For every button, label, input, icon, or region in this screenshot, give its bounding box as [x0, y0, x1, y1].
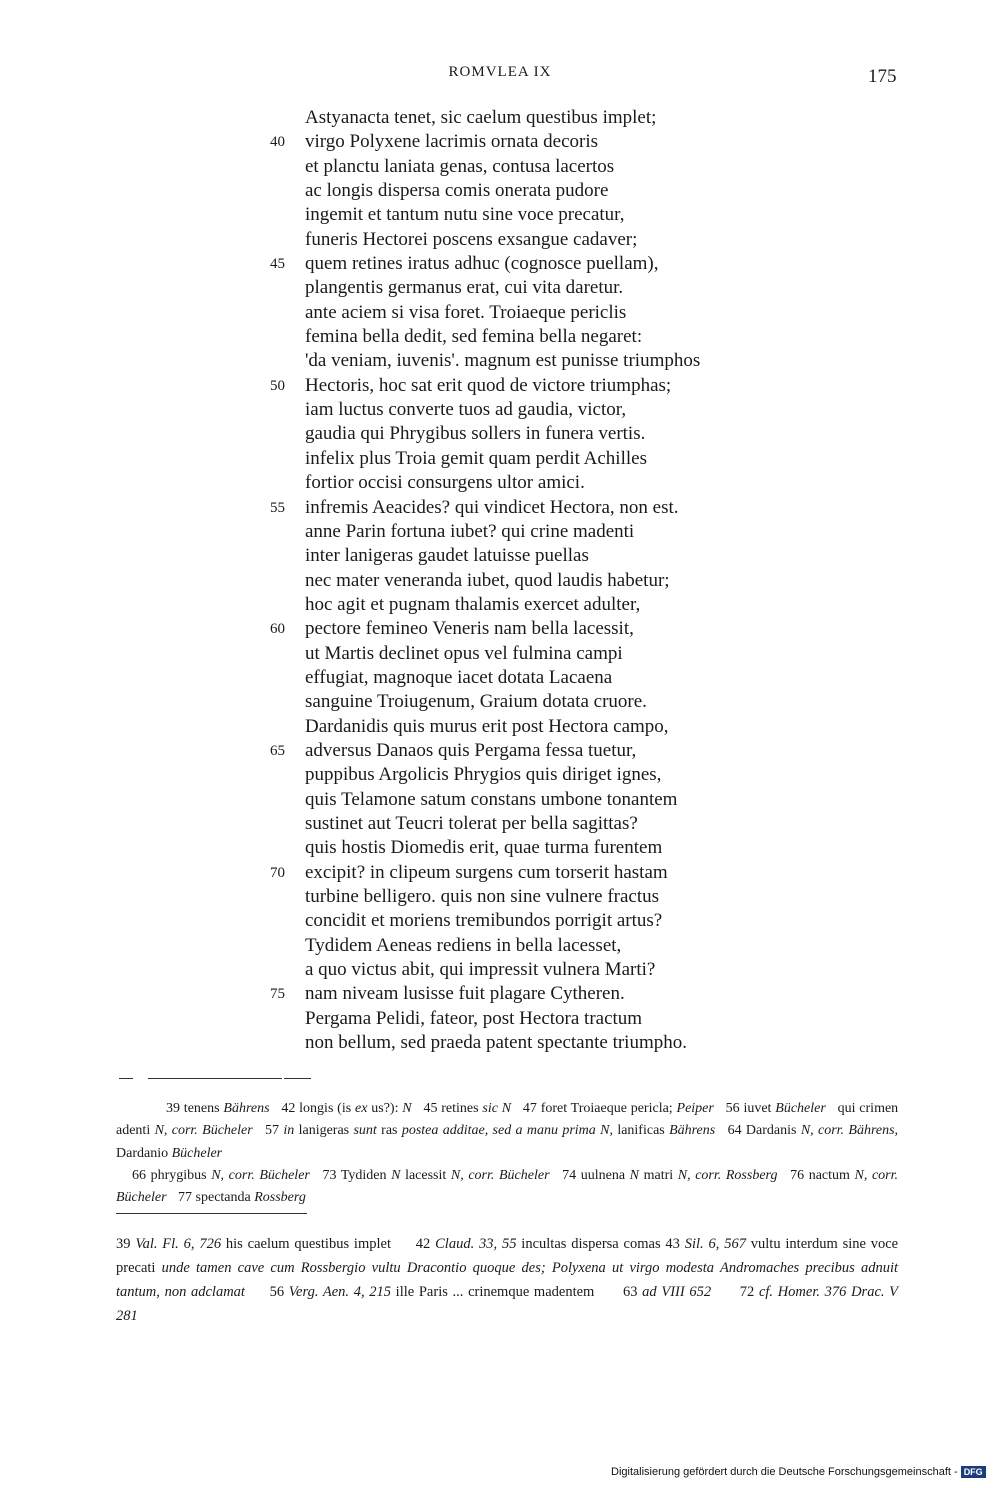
- digitization-footer: [611, 1466, 986, 1478]
- apparatus-note: N: [629, 1167, 640, 1183]
- verse-text: puppibus Argolicis Phrygios quis diriget ignes,: [305, 764, 662, 786]
- verse-line: [0, 715, 1000, 739]
- verse-line: [0, 763, 1000, 787]
- apparatus-note: Bährens: [669, 1123, 716, 1139]
- verse-line: [0, 130, 1000, 154]
- source-entry: incultas dispersa comas: [521, 1236, 661, 1252]
- source-ref: Verg. Aen. 4, 215: [288, 1284, 391, 1300]
- verse-line: [0, 569, 1000, 593]
- verse-text: virgo Polyxene lacrimis ornata decoris: [305, 131, 599, 153]
- source-entry: his caelum questibus implet: [225, 1236, 391, 1252]
- verse-line: [0, 958, 1000, 982]
- verse-line: [0, 228, 1000, 252]
- sources-separator-rule: [116, 1213, 307, 1214]
- verse-line: [0, 276, 1000, 300]
- apparatus-note: Bährens: [223, 1101, 270, 1116]
- apparatus-note: N, corr. Bücheler: [154, 1123, 253, 1139]
- verse-line: [0, 544, 1000, 568]
- apparatus-separator-rule-dash-right: [284, 1078, 311, 1079]
- verse-text: iam luctus converte tuos ad gaudia, victor,: [305, 399, 627, 421]
- source-entry: 42: [415, 1236, 431, 1252]
- verse-line: [0, 447, 1000, 471]
- apparatus-entry: Dardanio: [116, 1145, 169, 1161]
- apparatus-note: N: [402, 1101, 412, 1116]
- verse-line: [0, 909, 1000, 933]
- apparatus-note: N, corr. Bücheler: [116, 1167, 899, 1206]
- verse-line: [0, 374, 1000, 398]
- apparatus-entry: qui crimen adenti: [116, 1101, 899, 1139]
- verse-line: [0, 861, 1000, 885]
- apparatus-entry: 42 longis (is: [281, 1101, 352, 1116]
- verse-line: [0, 301, 1000, 325]
- verse-text: non bellum, sed praeda patent spectante triumpho.: [305, 1032, 687, 1054]
- line-number: 65: [270, 742, 285, 759]
- verse-line: [0, 666, 1000, 690]
- critical-apparatus: [116, 1098, 898, 1209]
- verse-line: [0, 106, 1000, 130]
- verse-line: [0, 252, 1000, 276]
- apparatus-note: in: [283, 1123, 295, 1139]
- source-ref: cf. Homer. 376 Drac. V 281: [116, 1284, 899, 1324]
- source-entry: ille Paris ... crinemque madentem: [395, 1284, 595, 1300]
- page-header-title: ROMVLEA IX: [448, 64, 552, 80]
- apparatus-entry: 77 spectanda: [178, 1190, 251, 1206]
- verse-text: effugiat, magnoque iacet dotata Lacaena: [305, 666, 613, 688]
- line-number: 40: [270, 134, 285, 151]
- apparatus-note: sic N: [482, 1101, 512, 1116]
- verse-text: quis Telamone satum constans umbone tonantem: [305, 788, 678, 810]
- source-ref: Sil. 6, 567: [684, 1236, 746, 1252]
- apparatus-entry: 73 Tydiden: [322, 1167, 387, 1183]
- verse-line: [0, 982, 1000, 1006]
- line-number: 45: [270, 256, 285, 273]
- verse-text: Hectoris, hoc sat erit quod de victore triumphas;: [305, 374, 672, 396]
- verse-line: [0, 739, 1000, 763]
- line-number: 70: [270, 864, 285, 881]
- verse-text: nec mater veneranda iubet, quod laudis habetur;: [305, 569, 670, 591]
- dfg-logo: DFG: [961, 1466, 986, 1478]
- source-ref: Claud. 33, 55: [435, 1236, 517, 1252]
- verse-text: pectore femineo Veneris nam bella lacessit,: [305, 618, 634, 640]
- line-number: 50: [270, 377, 285, 394]
- apparatus-entry: 56 iuvet: [725, 1101, 772, 1116]
- verse-text: ante aciem si visa foret. Troiaeque periclis: [305, 301, 627, 323]
- verse-text: inter lanigeras gaudet latuisse puellas: [305, 545, 589, 567]
- verse-text: Tydidem Aeneas rediens in bella lacesset,: [305, 934, 622, 956]
- apparatus-note: N: [391, 1167, 401, 1183]
- source-ref: ad VIII 652: [642, 1284, 712, 1300]
- apparatus-entry: 57: [265, 1123, 280, 1139]
- verse-text: a quo victus abit, qui impressit vulnera Marti?: [305, 959, 656, 981]
- verse-text: infelix plus Troia gemit quam perdit Achilles: [305, 447, 647, 469]
- verse-text: anne Parin fortuna iubet? qui crine madenti: [305, 520, 635, 542]
- apparatus-entry: lanigeras: [298, 1123, 350, 1139]
- verse-line: [0, 836, 1000, 860]
- verse-text: 'da veniam, iuvenis'. magnum est punisse triumphos: [305, 350, 701, 372]
- verse-text: femina bella dedit, sed femina bella negaret:: [305, 326, 643, 348]
- apparatus-separator-rule-dash-left: [119, 1078, 133, 1079]
- verse-line: [0, 398, 1000, 422]
- verse-text: Pergama Pelidi, fateor, post Hectora tractum: [305, 1007, 643, 1029]
- apparatus-entry: 66 phrygibus: [132, 1167, 207, 1183]
- verse-text: Dardanidis quis murus erit post Hectora campo,: [305, 715, 669, 737]
- verse-line: [0, 690, 1000, 714]
- verse-line: [0, 496, 1000, 520]
- verse-text: quem retines iratus adhuc (cognosce puellam),: [305, 253, 659, 275]
- apparatus-entry: lanificas: [617, 1123, 665, 1139]
- source-ref: Val. Fl. 6, 726: [135, 1236, 222, 1252]
- verse-text: funeris Hectorei poscens exsangue cadaver;: [305, 228, 638, 250]
- verse-line: [0, 812, 1000, 836]
- verse-line: [0, 422, 1000, 446]
- verse-line: [0, 179, 1000, 203]
- apparatus-note: Peiper: [676, 1101, 714, 1116]
- apparatus-entry: 45 retines: [423, 1101, 479, 1116]
- verse-line: [0, 349, 1000, 373]
- verse-line: [0, 1031, 1000, 1055]
- verse-line: [0, 471, 1000, 495]
- apparatus-note: sunt: [353, 1123, 377, 1139]
- verse-text: excipit? in clipeum surgens cum torserit hastam: [305, 861, 668, 883]
- source-entry: 43: [665, 1236, 680, 1252]
- apparatus-separator-rule: [148, 1078, 282, 1079]
- verse-line: [0, 1007, 1000, 1031]
- verse-text: ingemit et tantum nutu sine voce precatur,: [305, 204, 625, 226]
- verse-text: turbine belligero. quis non sine vulnere fractus: [305, 886, 660, 907]
- apparatus-note: N, corr. Bücheler: [450, 1167, 550, 1183]
- verse-text: ac longis dispersa comis onerata pudore: [305, 180, 609, 202]
- apparatus-entry: lacessit: [405, 1167, 447, 1183]
- line-number: 60: [270, 621, 285, 638]
- apparatus-entry: us?):: [371, 1101, 399, 1116]
- verse-text: gaudia qui Phrygibus sollers in funera vertis.: [305, 423, 646, 445]
- verse-line: [0, 325, 1000, 349]
- line-number: 55: [270, 499, 285, 516]
- source-entry: 39: [116, 1236, 131, 1252]
- poem-text: [0, 106, 1000, 1055]
- verse-line: [0, 203, 1000, 227]
- apparatus-note: N, corr. Bücheler: [211, 1167, 310, 1183]
- verse-line: [0, 642, 1000, 666]
- verse-text: plangentis germanus erat, cui vita daretur.: [305, 277, 624, 299]
- verse-text: sanguine Troiugenum, Graium dotata cruore.: [305, 691, 647, 713]
- verse-text: sustinet aut Teucri tolerat per bella sagittas?: [305, 812, 638, 834]
- verse-text: ut Martis declinet opus vel fulmina campi: [305, 642, 623, 664]
- line-number: 75: [270, 986, 285, 1003]
- source-entry: 72: [739, 1284, 755, 1300]
- apparatus-entry: 64 Dardanis: [727, 1123, 797, 1139]
- sources-apparatus: [116, 1232, 898, 1328]
- verse-text: Astyanacta tenet, sic caelum questibus implet;: [305, 107, 657, 128]
- apparatus-note: N, corr. Bährens,: [800, 1123, 899, 1139]
- verse-text: fortior occisi consurgens ultor amici.: [305, 472, 585, 494]
- verse-line: [0, 934, 1000, 958]
- apparatus-note: Rossberg: [254, 1190, 306, 1206]
- apparatus-entry: 76 nactum: [790, 1167, 850, 1183]
- apparatus-entry: 74 uulnena: [562, 1167, 626, 1183]
- verse-text: adversus Danaos quis Pergama fessa tuetur,: [305, 739, 637, 761]
- verse-text: et planctu laniata genas, contusa lacertos: [305, 155, 615, 177]
- source-entry: 56: [269, 1284, 285, 1300]
- source-entry: 63: [623, 1284, 638, 1300]
- verse-text: hoc agit et pugnam thalamis exercet adulter,: [305, 593, 641, 615]
- verse-text: concidit et moriens tremibundos porrigit artus?: [305, 910, 663, 932]
- apparatus-note: N, corr. Rossberg: [677, 1167, 778, 1183]
- page-number: 175: [868, 66, 897, 87]
- source-note: unde tamen cave cum Rossbergio vultu Dracontio quoque des; Polyxena ut virgo modesta Andromaches precibus adnuit tantum, non adclamat: [116, 1260, 898, 1300]
- verse-line: [0, 520, 1000, 544]
- apparatus-entry: matri: [643, 1167, 674, 1183]
- verse-line: [0, 788, 1000, 812]
- verse-text: quis hostis Diomedis erit, quae turma furentem: [305, 837, 663, 859]
- verse-line: [0, 155, 1000, 179]
- verse-line: [0, 617, 1000, 641]
- apparatus-note: ex: [355, 1101, 368, 1116]
- verse-line: [0, 593, 1000, 617]
- verse-line: [0, 885, 1000, 909]
- apparatus-entry: ras: [381, 1123, 398, 1139]
- verse-text: nam niveam lusisse fuit plagare Cytheren.: [305, 983, 625, 1005]
- verse-text: infremis Aeacides? qui vindicet Hectora, non est.: [305, 496, 679, 518]
- source-entry: vultu interdum sine voce precati: [116, 1236, 899, 1276]
- apparatus-note: postea additae, sed a manu prima N,: [401, 1123, 613, 1139]
- footer-text: Digitalisierung gefördert durch die Deutsche Forschungsgemeinschaft -: [611, 1466, 958, 1478]
- apparatus-note: Bücheler: [775, 1101, 826, 1116]
- apparatus-entry: 39 tenens: [166, 1101, 220, 1116]
- apparatus-note: Bücheler: [171, 1145, 223, 1161]
- apparatus-entry: 47 foret Troiaeque pericla;: [522, 1101, 673, 1116]
